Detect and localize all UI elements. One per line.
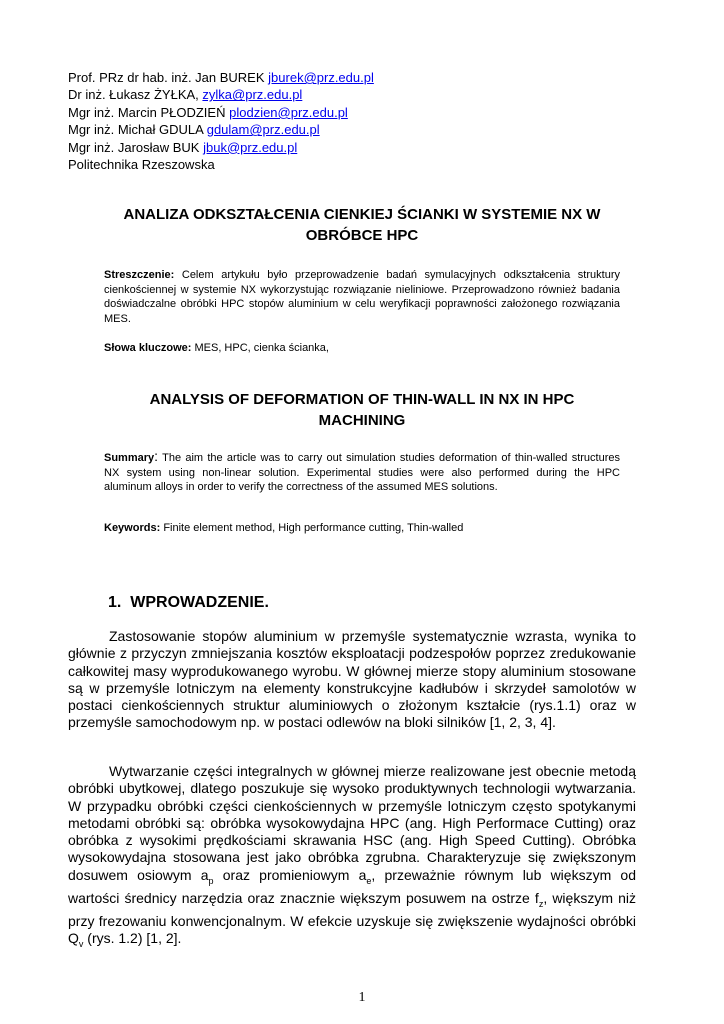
email-link[interactable]: gdulam@prz.edu.pl: [206, 122, 320, 138]
keywords-polish: Słowa kluczowe: MES, HPC, cienka ścianka,: [104, 342, 329, 354]
author-line: Mgr inż. Marcin PŁODZIEŃ plodzien@prz.edu.pl: [68, 104, 348, 120]
affiliation: Politechnika Rzeszowska: [68, 157, 215, 173]
abstract-label: Streszczenie:: [104, 269, 175, 281]
email-link[interactable]: jburek@prz.edu.pl: [268, 70, 374, 85]
keywords-english: Keywords: Finite element method, High performance cutting, Thin-walled: [104, 522, 464, 534]
paragraph-2: Wytwarzanie części integralnych w głównej mierze realizowane jest obecnie metodą obróbki ubytkowej, dlatego poszukuje się wysoko produktywnych technologii wytwarzania. W przypadku obróbki części cienkościennych w przemyśle lotniczym często spotykanymi metodami obróbki są: obróbka wysokowydajna HPC (ang. High Performace Cutting) oraz obróbka z wysokimi prędkościami skrawania HSC (ang. High Speed Cutting). Obróbka wysokowydajna stosowana jest jako obróbka zgrubna. Charakteryzuje się zwiększonym dosuwem osiowym $a_p$ oraz promieniowym $a_e$, przeważnie równym lub większym od wartości średnicy narzędzia oraz znacznie większym posuwem na ostrze $f_z$, większym niż przy frezowaniu konwencjonalnym. W efekcie uzyskuje się zwiększenie wydajności obróbki $Q_v$ (rys. 1.2) [1, 2].: [68, 763, 637, 950]
abstract-polish: Streszczenie: Celem artykułu było przeprowadzenie badań symulacyjnych odkształcenia struktury cienkościennej w systemie NX wykorzystując rozwiązanie nieliniowe. Przeprowadzono również badania doświadczalne obróbki HPC stopów aluminium w celu weryfikacji poprawności założonego rozwiązania MES.: [104, 269, 620, 325]
email-link[interactable]: jbuk@prz.edu.pl: [203, 139, 298, 155]
author-line: Mgr inż. Michał GDULA gdulam@prz.edu.pl: [68, 122, 320, 138]
author-block: [68, 69, 374, 173]
author-line: Mgr inż. Jarosław BUK jbuk@prz.edu.pl: [68, 139, 298, 155]
page-number: 1: [358, 990, 366, 1005]
title-english: ANALYSIS OF DEFORMATION OF THIN-WALL IN NX IN HPC MACHINING: [149, 391, 575, 429]
summary-english: Summary: The aim the article was to carry out simulation studies deformation of thin-walled structures NX system using non-linear solution. Experimental studies were also performed during the HPC aluminum alloys in order to verify the correctness of the assumed MES solutions.: [104, 448, 620, 494]
keywords-label: Keywords:: [104, 522, 161, 534]
email-link[interactable]: zylka@prz.edu.pl: [202, 87, 303, 103]
paragraph-1: Zastosowanie stopów aluminium w przemyśle systematycznie wzrasta, wynika to głównie z przyczyn zmniejszania kosztów eksploatacji podzespołów poprzez zredukowanie całkowitej masy wyprodukowanego wyrobu. W głównej mierze stopy aluminium stosowane są w przemyśle lotniczym na elementy konstrukcyjne kadłubów i skrzydeł samolotów w postaci cienkościennych struktur aluminiowych o złożonym kształcie (rys.1.1) oraz w przemyśle samochodowym np. w postaci odlewów na bloki silników [1, 2, 3, 4].: [68, 628, 636, 731]
title-polish: ANALIZA ODKSZTAŁCENIA CIENKIEJ ŚCIANKI W SYSTEMIE NX W OBRÓBCE HPC: [123, 206, 601, 244]
summary-label: Summary: [104, 452, 155, 464]
email-link[interactable]: plodzien@prz.edu.pl: [229, 104, 348, 120]
keywords-label: Słowa kluczowe:: [104, 342, 192, 354]
author-line: Prof. PRz dr hab. inż. Jan BUREK jburek@prz.edu.pl: [68, 70, 374, 85]
section-heading: 1. WPROWADZENIE.: [108, 594, 269, 611]
author-line: Dr inż. Łukasz ŻYŁKA, zylka@prz.edu.pl: [68, 87, 303, 103]
